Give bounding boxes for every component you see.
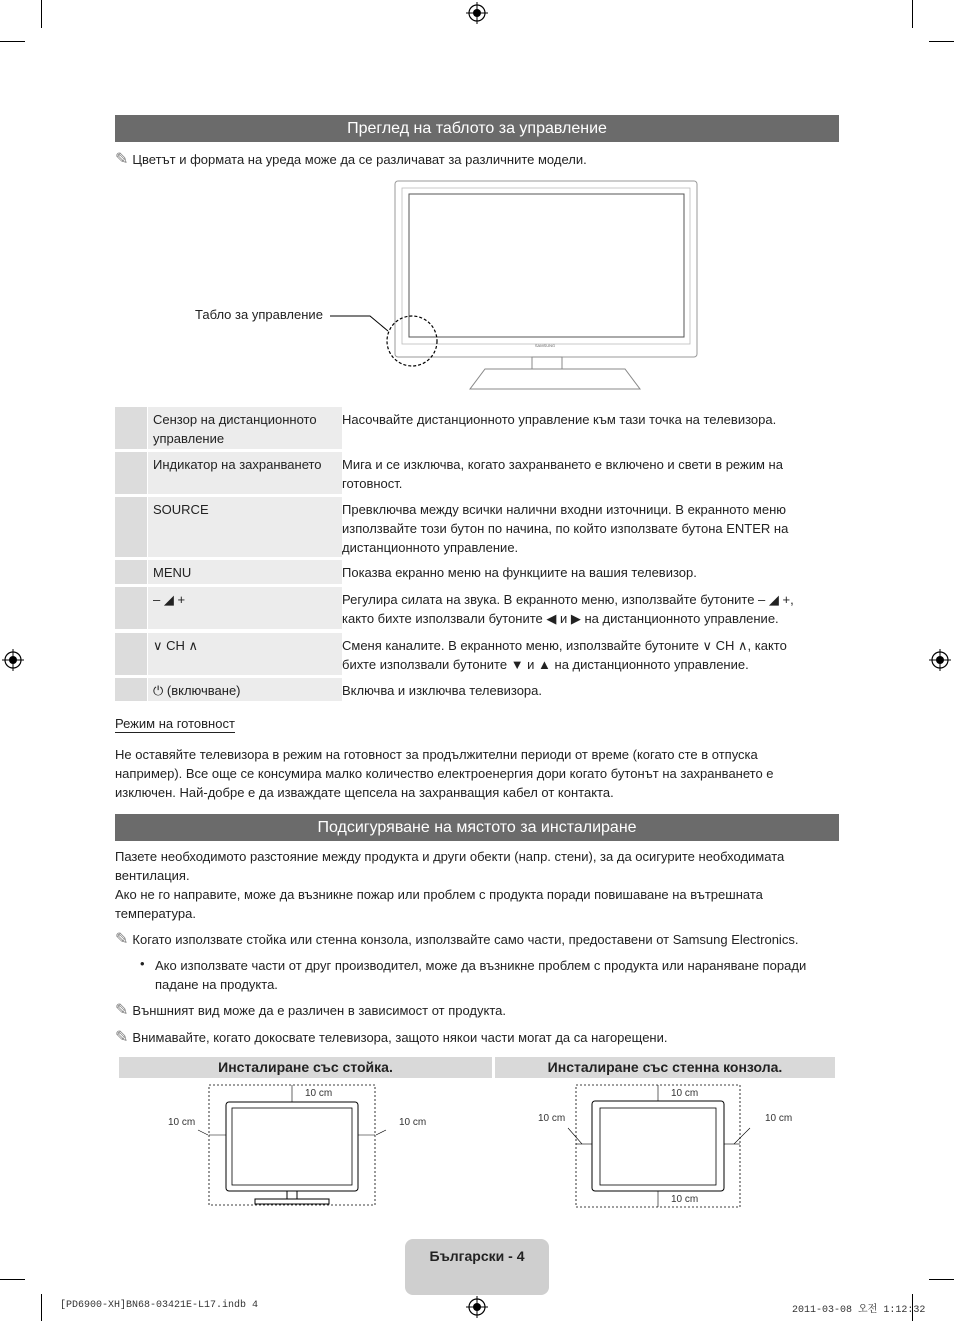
page-number: Български - 4 — [429, 1248, 525, 1264]
control-row — [115, 633, 838, 675]
row-marker — [115, 678, 147, 701]
control-name: – ◢ + — [148, 587, 342, 629]
wall-mount-clearance-diagram — [530, 1080, 800, 1210]
crop-mark — [41, 1294, 42, 1321]
row-marker — [115, 452, 147, 494]
row-marker — [115, 497, 147, 557]
pencil-note-icon: ✎ — [115, 1029, 129, 1046]
control-name: Индикатор на захранването — [148, 452, 342, 494]
control-description: Включва и изключва телевизора. — [342, 683, 542, 698]
registration-mark-icon — [929, 649, 951, 671]
control-description: Мига и се изключва, когато захранването е включено и свети в режим на готовност. — [342, 457, 783, 491]
registration-mark-icon — [466, 1296, 488, 1318]
bullet-item: Ако използвате части от друг производител, може да възникне проблем с продукта или нараняване поради падане на продукта. — [155, 958, 807, 992]
row-marker — [115, 407, 147, 449]
dimension-left-label: 10 cm — [538, 1113, 566, 1124]
standby-heading: Режим на готовност — [115, 716, 235, 731]
control-name: SOURCE — [148, 497, 342, 557]
stand-install-heading: Инсталиране със стойка. — [119, 1057, 492, 1078]
dimension-top-label: 10 cm — [671, 1088, 699, 1099]
crop-mark — [912, 0, 913, 28]
note: ✎ Внимавайте, когато докосвате телевизора, защото някои части могат да са нагорещени. — [115, 1029, 668, 1046]
crop-mark — [0, 41, 25, 42]
stand-clearance-diagram — [160, 1080, 410, 1210]
control-name: MENU — [148, 560, 342, 584]
control-row — [115, 452, 838, 494]
tv-brand-logo: SAMSUNG — [534, 343, 556, 348]
pencil-note-icon: ✎ — [115, 151, 129, 168]
control-description: Насочвайте дистанционното управление към тази точка на телевизора. — [342, 412, 777, 427]
paragraph: Пазете необходимото разстояние между продукта и други обекти (напр. стени), за да осигурите необходимата вентилация. Ако не го направите, може да възникне пожар или проблем с продукта поради повишаване на вътрешната температура. — [115, 849, 785, 921]
print-date-info: 2011-03-08 오전 1:12:32 — [792, 1305, 926, 1316]
control-description: Показва екранно меню на функциите на вашия телевизор. — [342, 565, 697, 580]
dimension-top-label: 10 cm — [305, 1088, 333, 1099]
dimension-right-label: 10 cm — [765, 1113, 793, 1124]
row-marker — [115, 633, 147, 675]
control-row — [115, 407, 838, 449]
bullet-dot: • — [140, 956, 145, 971]
wall-install-heading: Инсталиране със стенна конзола. — [495, 1057, 835, 1078]
print-file-info: [PD6900-XH]BN68-03421E-L17.indb 4 — [60, 1300, 259, 1311]
control-name: ⏻ (включване) — [148, 678, 342, 701]
callout-label: Табло за управление — [195, 307, 323, 322]
dimension-right-label: 10 cm — [399, 1117, 427, 1128]
section-title-control-panel: Преглед на таблото за управление — [115, 115, 839, 142]
control-description: Сменя каналите. В екранното меню, използвайте бутоните ∨ CH ∧, както бихте използвали бутоните ▼ и ▲ на дистанционното управление. — [342, 638, 787, 672]
crop-mark — [41, 0, 42, 28]
pencil-note-icon: ✎ — [115, 1002, 129, 1019]
note: ✎ Външният вид може да е различен в зависимост от продукта. — [115, 1002, 506, 1019]
control-description: Превключва между всички налични входни източници. В екранното меню използвайте този бутон по начина, по който използвате бутона ENTER на дистанционното управление. — [342, 502, 789, 555]
dimension-left-label: 10 cm — [168, 1117, 196, 1128]
section-title-installation: Подсигуряване на мястото за инсталиране — [115, 814, 839, 841]
standby-paragraph: Не оставяйте телевизора в режим на готовност за продължителни периоди от време (когато сте в отпуска например). Все още се консумира малко количество електроенергия дори когато бутонът на захранването е изключен. Най-добре е да изваждате щепсела на захранващия кабел от контакта. — [115, 747, 774, 800]
note: ✎ Когато използвате стойка или стенна конзола, използвайте само части, предоставени от Samsung Electronics. — [115, 931, 799, 948]
row-marker — [115, 560, 147, 584]
crop-mark — [929, 1279, 954, 1280]
registration-mark-icon — [2, 649, 24, 671]
row-marker — [115, 587, 147, 629]
control-row — [115, 497, 838, 557]
registration-mark-icon — [466, 2, 488, 24]
crop-mark — [0, 1279, 25, 1280]
note: ✎ Цветът и формата на уреда може да се различават за различните модели. — [115, 151, 587, 168]
control-row — [115, 587, 838, 629]
page-number-tab — [405, 1239, 549, 1295]
crop-mark — [929, 41, 954, 42]
pencil-note-icon: ✎ — [115, 931, 129, 948]
control-row — [115, 560, 838, 584]
dimension-bottom-label: 10 cm — [671, 1194, 699, 1205]
control-name: ∨ CH ∧ — [148, 633, 342, 675]
control-description: Регулира силата на звука. В екранното меню, използвайте бутоните – ◢ +, както бихте използвали бутоните ◀ и ▶ на дистанционното управление. — [342, 592, 794, 626]
control-row — [115, 678, 838, 701]
control-name: Сензор на дистанционното управление — [148, 407, 342, 449]
tv-front-illustration — [180, 176, 710, 398]
